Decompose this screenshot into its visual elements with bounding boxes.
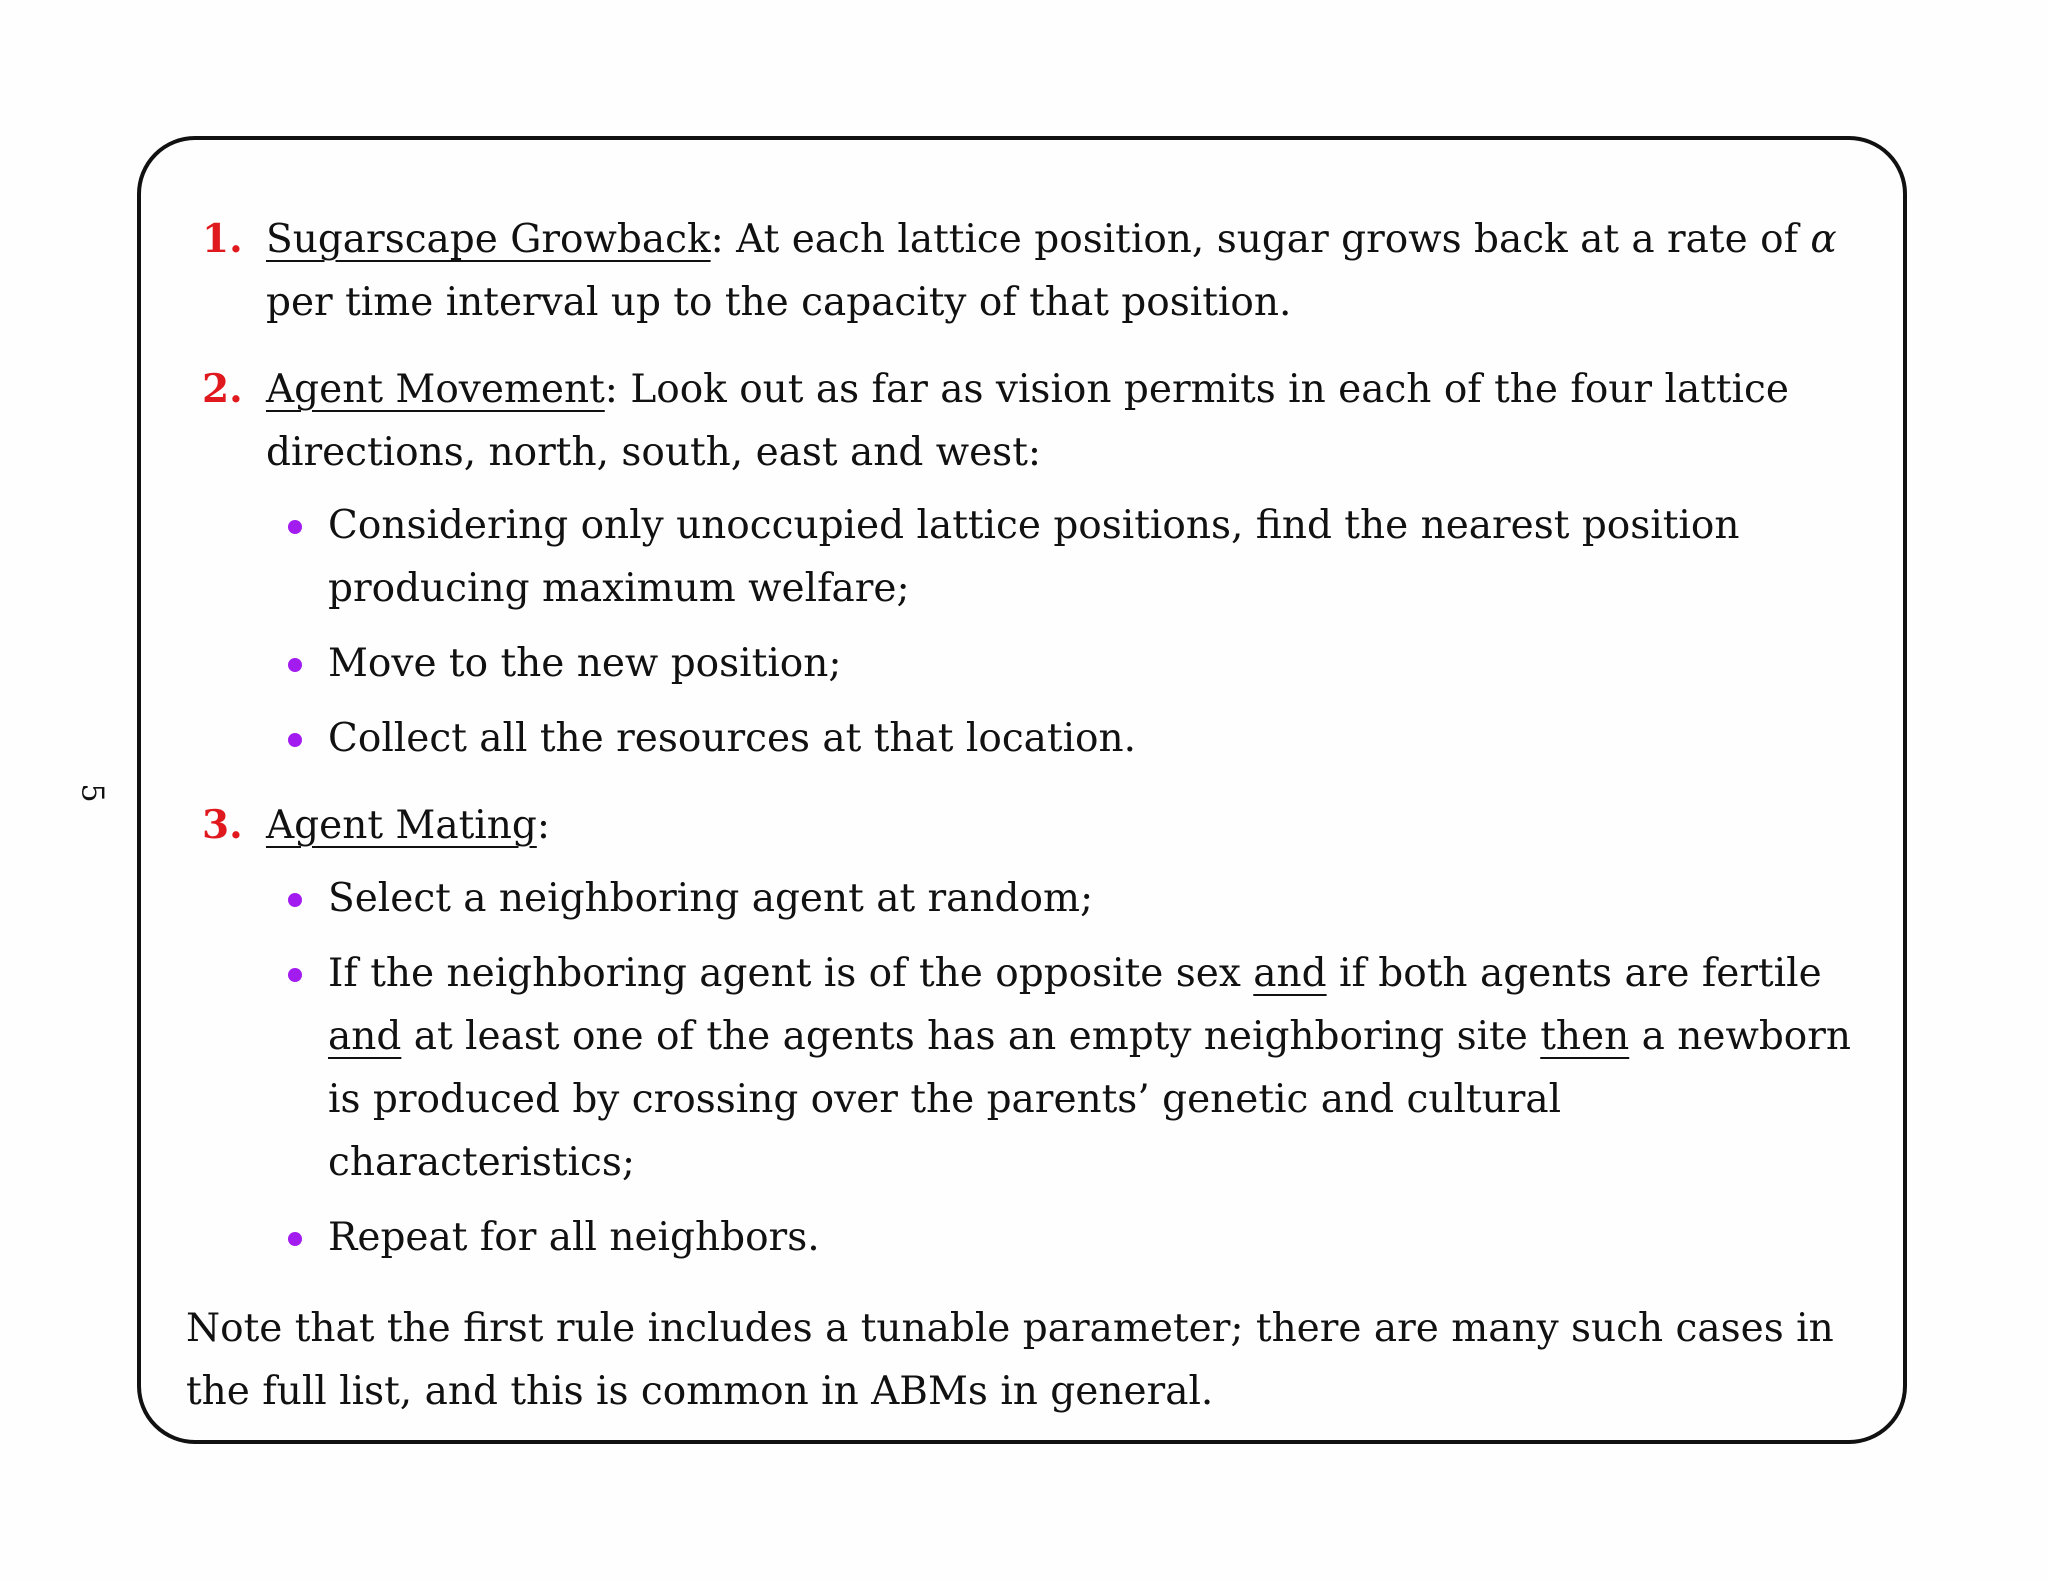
page-number: 5 (74, 783, 110, 803)
bullet-text: Select a neighboring agent at random; (328, 876, 1094, 921)
rule-title: Agent Mating (266, 803, 537, 848)
rule-text: : Look out as far as vision permits in each of the four lattice directions, north, south, east and west: (266, 367, 1789, 475)
rule-sugarscape-growback (186, 208, 1876, 334)
rule-number: 2. (202, 366, 243, 412)
rule-number: 1. (202, 216, 243, 262)
bullet-text-part: if both agents are fertile (1326, 951, 1822, 996)
bullet-text: Considering only unoccupied lattice positions, find the nearest position producing maximum welfare; (328, 503, 1740, 611)
rule-title: Sugarscape Growback (266, 217, 711, 262)
bullet-text-part: a newborn is produced by crossing over the parents’ genetic and cultural characteristics; (328, 1014, 1852, 1185)
bullet-text: Collect all the resources at that location. (328, 716, 1137, 761)
rule-number: 3. (202, 802, 243, 848)
bullet-icon (288, 520, 302, 534)
rule-title: Agent Movement (266, 367, 605, 412)
bullet-icon (288, 1232, 302, 1246)
closing-note: Note that the first rule includes a tunable parameter; there are many such cases in the full list, and this is common in ABMs in general. (186, 1306, 1834, 1414)
bullet-text-part: at least one of the agents has an empty neighboring site (401, 1014, 1541, 1059)
bullet-icon (288, 893, 302, 907)
bullet-icon (288, 658, 302, 672)
list-item (266, 494, 1876, 620)
bullet-list (266, 494, 1876, 770)
underlined-and: and (1253, 951, 1327, 996)
bullet-text (328, 951, 1851, 1185)
slide-content (186, 208, 1876, 1423)
bullet-list (266, 867, 1876, 1269)
alpha-symbol: α (1810, 217, 1837, 262)
bullet-icon (288, 733, 302, 747)
list-item (266, 1206, 1876, 1269)
underlined-and: and (328, 1014, 402, 1059)
list-item (266, 707, 1876, 770)
rule-agent-movement (186, 358, 1876, 770)
bullet-text: Move to the new position; (328, 641, 842, 686)
rule-text-continued: per time interval up to the capacity of that position. (266, 280, 1292, 325)
bullet-text: Repeat for all neighbors. (328, 1215, 820, 1260)
list-item (266, 867, 1876, 930)
underlined-then: then (1540, 1014, 1630, 1059)
list-item (266, 632, 1876, 695)
bullet-icon (288, 968, 302, 982)
list-item (266, 942, 1876, 1194)
rule-text: : (536, 803, 550, 848)
bullet-text-part: If the neighboring agent is of the opposite sex (328, 951, 1254, 996)
rule-text: : At each lattice position, sugar grows back at a rate of (710, 217, 1811, 262)
rule-agent-mating (186, 794, 1876, 1269)
